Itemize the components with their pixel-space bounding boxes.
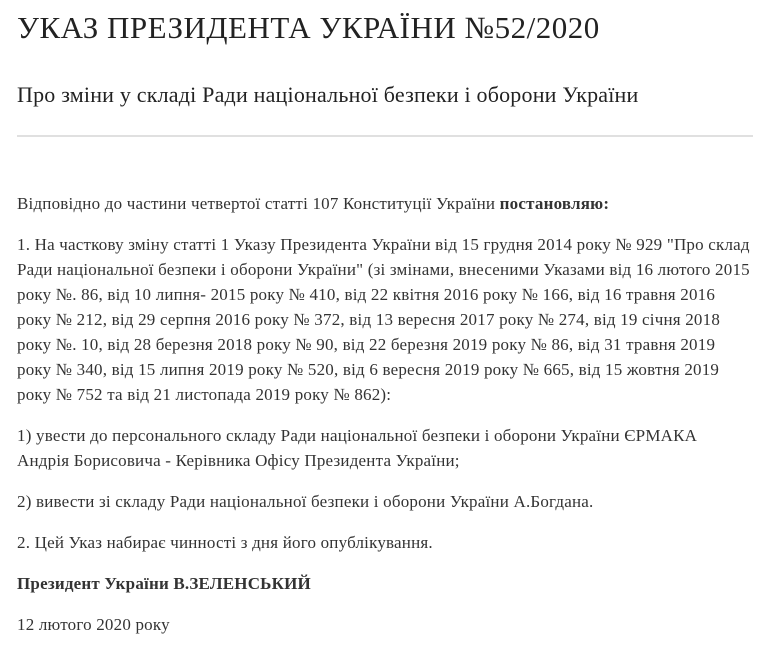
article-2-paragraph: 2. Цей Указ набирає чинності з дня його опублікування.: [17, 533, 433, 552]
header-divider: [17, 135, 753, 137]
page-subtitle: Про зміни у складі Ради національної безпеки і оборони України: [17, 82, 639, 107]
intro-text: Відповідно до частини четвертої статті 107 Конституції України: [17, 194, 500, 213]
clause-2-paragraph: 2) вивести зі складу Ради національної безпеки і оборони України А.Богдана.: [17, 492, 594, 511]
decree-body: [17, 191, 753, 637]
signature-line: Президент України В.ЗЕЛЕНСЬКИЙ: [17, 574, 311, 593]
intro-paragraph: [17, 191, 753, 216]
clause-1-paragraph: 1) увести до персонального складу Ради національної безпеки і оборони України ЄРМАКА Андрія Борисовича - Керівника Офісу Президента України;: [17, 426, 698, 470]
intro-resolve-word: постановляю:: [499, 194, 610, 213]
date-line: 12 лютого 2020 року: [17, 615, 170, 634]
page-title: УКАЗ ПРЕЗИДЕНТА УКРАЇНИ №52/2020: [17, 10, 600, 45]
article-1-paragraph: 1. На часткову зміну статті 1 Указу Президента України від 15 грудня 2014 року № 929 "Про склад Ради національної безпеки і оборони України" (зі змінами, внесеними Указами від 16 лютого 2015 року №. 86, від 10 липня- 2015 року № 410, від 22 квітня 2016 року № 166, від 16 травня 2016 року № 212, від 29 серпня 2016 року № 372, від 13 вересня 2017 року № 274, від 19 січня 2018 року №. 10, від 28 березня 2018 року № 90, від 22 березня 2019 року № 86, від 31 травня 2019 року № 340, від 15 липня 2019 року № 520, від 6 вересня 2019 року № 665, від 15 жовтня 2019 року № 752 та від 21 листопада 2019 року № 862):: [17, 235, 750, 404]
